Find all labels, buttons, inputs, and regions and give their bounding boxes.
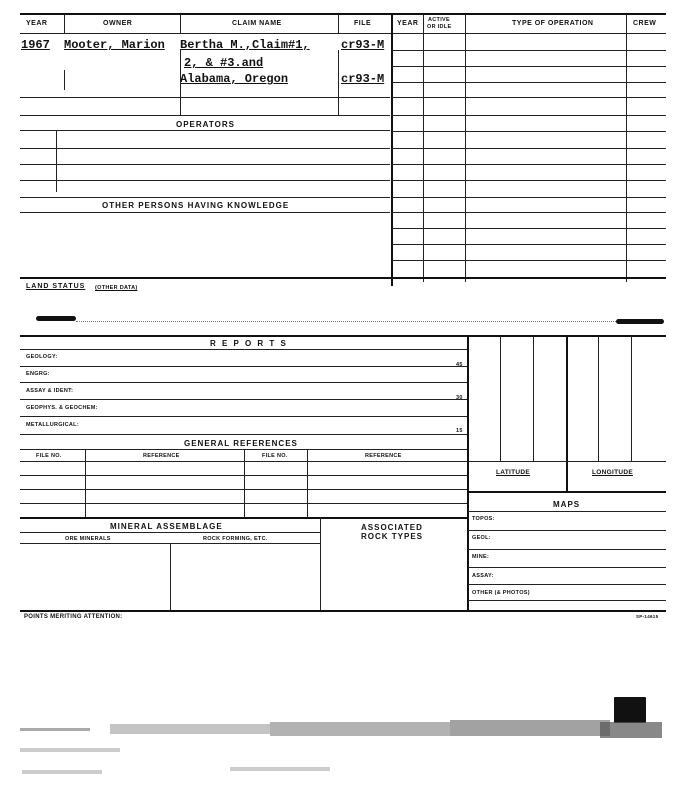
divider <box>180 50 181 115</box>
scan-noise <box>450 720 610 736</box>
divider <box>64 14 65 33</box>
row-line <box>20 503 467 504</box>
row-line <box>20 399 467 400</box>
maps-geol: GEOL: <box>472 535 491 541</box>
col-active-2: OR IDLE <box>427 24 452 30</box>
row-line <box>468 530 666 531</box>
row-line <box>392 164 666 165</box>
maps-topos: TOPOS: <box>472 516 495 522</box>
col-year2: YEAR <box>397 20 419 27</box>
other-persons-heading: OTHER PERSONS HAVING KNOWLEDGE <box>102 201 290 210</box>
row-line <box>20 434 467 435</box>
scan-noise <box>20 728 90 731</box>
row-line <box>20 164 390 165</box>
points-top-line <box>20 610 666 612</box>
divider <box>170 543 171 610</box>
row-line <box>468 491 666 493</box>
rock-forming-label: ROCK FORMING, ETC. <box>203 536 268 542</box>
row-line <box>20 197 390 198</box>
divider <box>307 449 308 517</box>
row-line <box>20 115 390 116</box>
col-type-of-operation: TYPE OF OPERATION <box>512 20 594 27</box>
divider <box>244 449 245 517</box>
latitude-label: LATITUDE <box>496 469 531 476</box>
scan-noise <box>270 722 450 736</box>
row-line <box>468 549 666 550</box>
scan-noise <box>110 724 270 734</box>
land-status-sub: (OTHER DATA) <box>95 285 138 291</box>
land-status-heading: LAND STATUS <box>26 283 86 290</box>
entry-claim-line2: 2, & #3.and <box>184 56 264 70</box>
col-owner: OWNER <box>103 20 133 27</box>
row-line <box>20 489 467 490</box>
entry-file1: cr93-M <box>341 38 385 52</box>
row-line <box>468 600 666 601</box>
land-status-top-line <box>20 277 666 279</box>
associated-rock-types-2: ROCK TYPES <box>361 532 424 541</box>
row-line <box>468 584 666 585</box>
row-line <box>392 131 666 132</box>
report-engrg: ENGRG: <box>26 371 50 377</box>
operators-heading: OPERATORS <box>176 120 235 129</box>
general-references-heading: GENERAL REFERENCES <box>184 439 298 448</box>
row-line <box>392 228 666 229</box>
row-line <box>20 532 320 533</box>
row-line <box>392 66 666 67</box>
divider <box>64 70 65 90</box>
ref-file-no2: FILE NO. <box>262 453 288 459</box>
divider <box>566 336 568 491</box>
maps-assay: ASSAY: <box>472 573 494 579</box>
entry-year: 1967 <box>21 38 50 52</box>
row-line <box>468 461 666 462</box>
row-line <box>392 260 666 261</box>
row-line <box>20 475 467 476</box>
row-line <box>392 115 666 116</box>
divider <box>320 517 321 610</box>
scan-noise <box>22 770 102 774</box>
scan-noise <box>230 767 330 771</box>
report-metallurgical: METALLURGICAL: <box>26 422 79 428</box>
row-line <box>392 244 666 245</box>
row-line <box>20 212 390 213</box>
scan-noise <box>20 748 120 752</box>
divider <box>338 14 339 33</box>
entry-claim-line3: Alabama, Oregon <box>180 72 289 86</box>
row-line <box>20 416 467 417</box>
row-line <box>392 148 666 149</box>
scan-noise <box>600 722 662 738</box>
associated-rock-types-1: ASSOCIATED <box>361 523 423 532</box>
report-num-45: 45 <box>456 362 463 368</box>
row-line <box>392 82 666 83</box>
row-line <box>392 212 666 213</box>
col-file: FILE <box>354 20 372 27</box>
ref-reference: REFERENCE <box>143 453 180 459</box>
ink-smudge <box>36 316 76 321</box>
report-assay: ASSAY & IDENT: <box>26 388 74 394</box>
col-year: YEAR <box>26 20 48 27</box>
row-line <box>20 97 390 98</box>
entry-claim-line1: Bertha M.,Claim#1, <box>180 38 310 52</box>
row-line <box>392 180 666 181</box>
col-claim-name: CLAIM NAME <box>232 20 282 27</box>
maps-heading: MAPS <box>553 500 581 509</box>
mineral-assemblage-heading: MINERAL ASSEMBLAGE <box>110 522 223 531</box>
divider <box>598 336 599 461</box>
maps-other: OTHER (& PHOTOS) <box>472 590 530 596</box>
row-line <box>468 567 666 568</box>
longitude-label: LONGITUDE <box>592 469 633 476</box>
col-crew: CREW <box>633 20 657 27</box>
row-line <box>392 97 666 98</box>
ore-minerals-label: ORE MINERALS <box>65 536 111 542</box>
entry-file3: cr93-M <box>341 72 385 86</box>
reports-top-line <box>20 335 666 337</box>
form-number: SP-14615 <box>636 614 659 619</box>
divider <box>180 14 181 33</box>
divider <box>631 336 632 461</box>
row-line <box>76 321 616 322</box>
divider <box>338 50 339 115</box>
ref-reference2: REFERENCE <box>365 453 402 459</box>
maps-mine: MINE: <box>472 554 490 560</box>
report-num-30: 30 <box>456 395 463 401</box>
main-vertical-divider <box>391 14 393 286</box>
row-line <box>392 197 666 198</box>
divider <box>500 336 501 461</box>
row-line <box>20 366 467 367</box>
reports-right-divider <box>467 335 469 610</box>
report-num-15: 15 <box>456 428 463 434</box>
row-line <box>20 517 467 519</box>
report-geophys: GEOPHYS. & GEOCHEM: <box>26 405 98 411</box>
row-line <box>392 50 666 51</box>
ink-smudge <box>616 319 664 324</box>
header-bottom-line <box>20 33 666 34</box>
divider <box>56 130 57 192</box>
ref-file-no: FILE NO. <box>36 453 62 459</box>
row-line <box>20 148 390 149</box>
row-line <box>468 511 666 512</box>
divider <box>85 449 86 517</box>
points-meriting-attention: POINTS MERITING ATTENTION: <box>24 614 123 620</box>
reports-heading: R E P O R T S <box>210 339 288 348</box>
row-line <box>20 349 467 350</box>
ink-blot <box>614 697 646 723</box>
row-line <box>20 180 390 181</box>
divider <box>533 336 534 461</box>
row-line <box>20 382 467 383</box>
top-border <box>20 13 666 15</box>
entry-owner: Mooter, Marion <box>64 38 165 52</box>
report-geology: GEOLOGY: <box>26 354 58 360</box>
col-active-1: ACTIVE <box>428 17 450 23</box>
row-line <box>20 130 390 131</box>
